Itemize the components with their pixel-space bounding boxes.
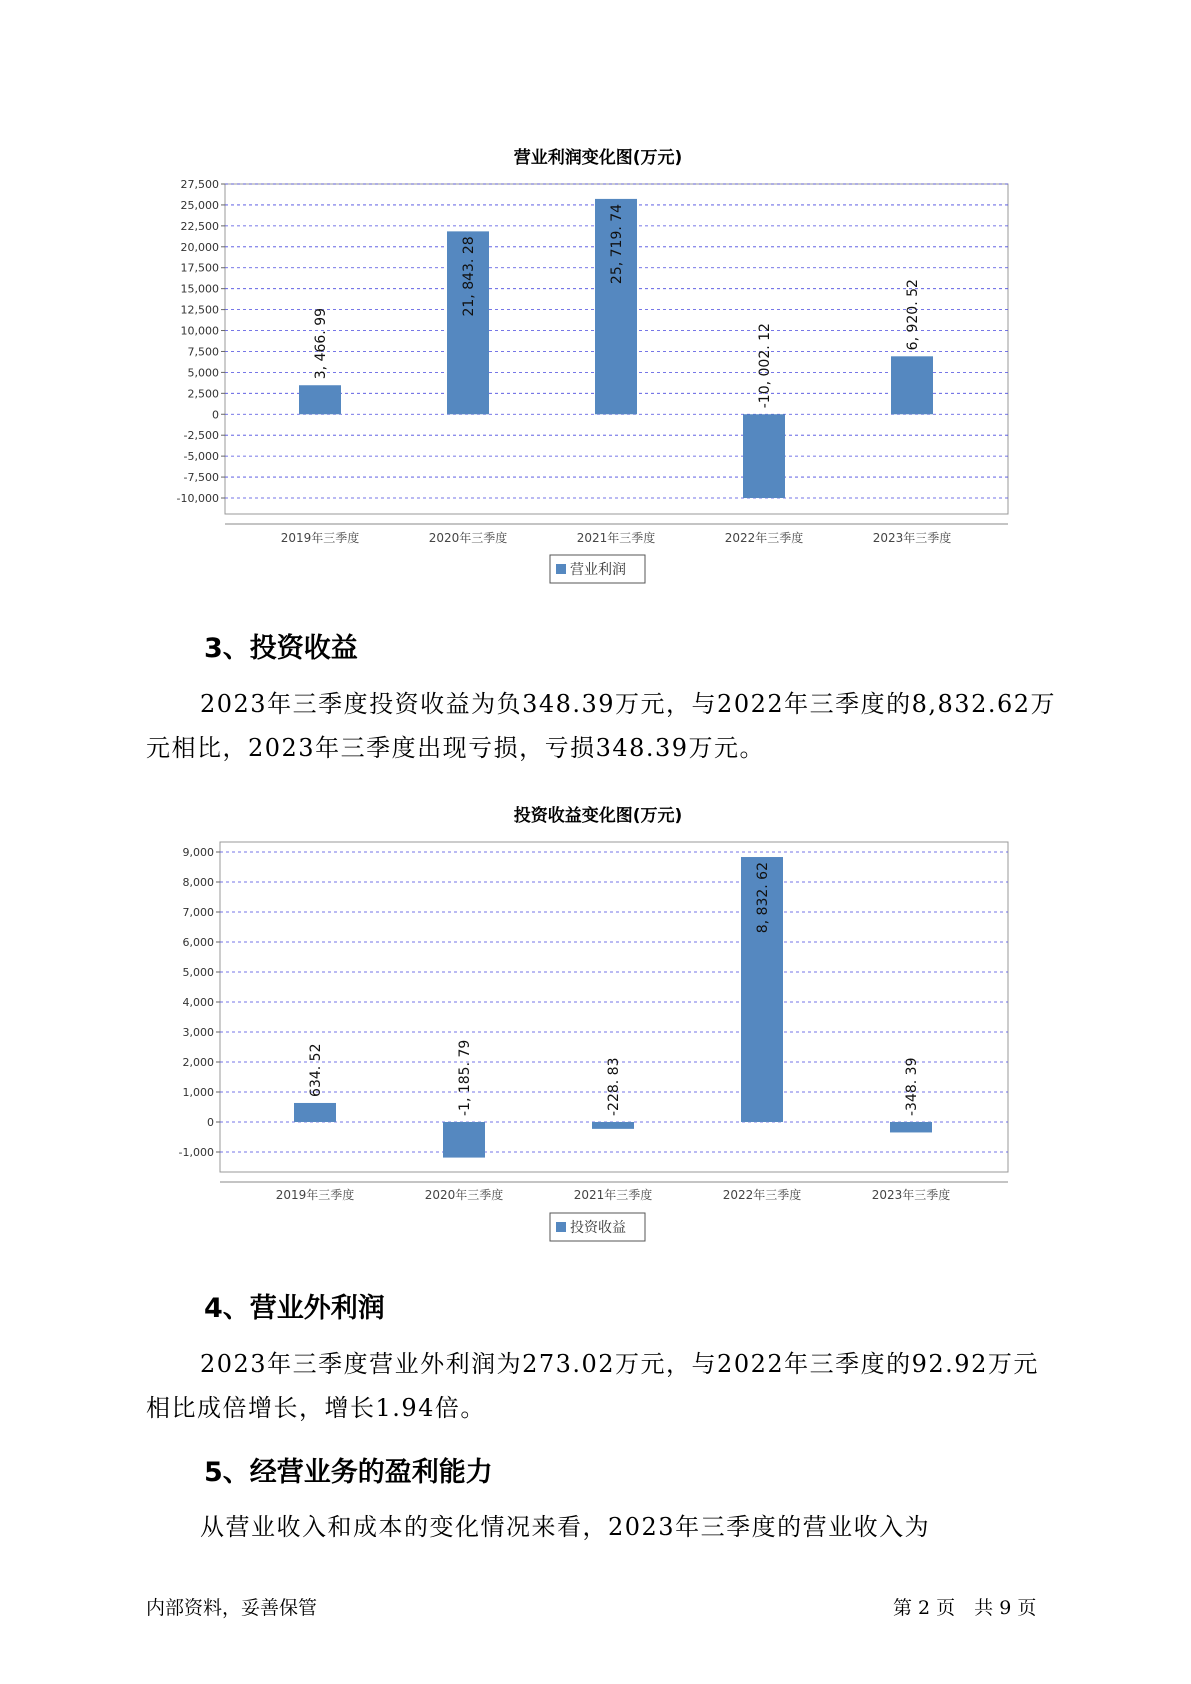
data-label: 21, 843. 28 — [461, 236, 477, 317]
category-label: 2023年三季度 — [871, 1188, 951, 1202]
category-label: 2023年三季度 — [872, 531, 952, 545]
y-tick-label: 2,500 — [187, 387, 219, 401]
footer-confidential-note: 内部资料，妥善保管 — [146, 1597, 318, 1619]
data-label: -228. 83 — [606, 1057, 622, 1116]
y-tick-label: 12,500 — [180, 303, 219, 317]
y-tick-label: 6,000 — [182, 936, 214, 949]
section-5-paragraph: 从营业收入和成本的变化情况来看，2023年三季度的营业收入为 — [200, 1513, 931, 1541]
y-tick-label: 7,000 — [182, 906, 214, 919]
y-tick-label: -7,500 — [183, 471, 219, 485]
chart-title: 营业利润变化图(万元) — [513, 148, 683, 168]
data-label: 25, 719. 74 — [609, 203, 625, 285]
legend-label: 投资收益 — [570, 1220, 626, 1236]
operating-profit-chart — [177, 147, 1008, 583]
bar — [592, 1122, 634, 1129]
section-3-paragraph: 2023年三季度投资收益为负348.39万元，与2022年三季度的8,832.62万元相比，2023年三季度出现亏损，亏损348.39万元。 — [146, 690, 1057, 762]
y-tick-label: 20,000 — [180, 240, 219, 254]
y-tick-label: -2,500 — [183, 429, 219, 443]
category-label: 2021年三季度 — [576, 531, 656, 545]
bar — [443, 1122, 485, 1158]
bar — [891, 356, 933, 414]
section-4-heading: 4、营业外利润 — [204, 1293, 385, 1324]
category-label: 2020年三季度 — [428, 531, 508, 545]
y-tick-label: 17,500 — [180, 261, 219, 275]
data-label: 8, 832. 62 — [755, 862, 771, 934]
y-tick-label: 0 — [207, 1116, 214, 1129]
y-tick-label: 4,000 — [182, 996, 214, 1009]
bar — [294, 1103, 336, 1122]
category-label: 2022年三季度 — [722, 1188, 802, 1202]
y-tick-label: 5,000 — [187, 366, 219, 380]
y-tick-label: 2,000 — [182, 1056, 214, 1069]
legend-swatch — [556, 1222, 566, 1232]
data-label: -348. 39 — [904, 1057, 920, 1116]
section-3-heading: 3、投资收益 — [204, 633, 358, 664]
y-tick-label: 9,000 — [182, 846, 214, 859]
y-tick-label: 0 — [212, 408, 219, 422]
category-label: 2019年三季度 — [275, 1188, 355, 1202]
y-tick-label: 1,000 — [182, 1086, 214, 1099]
category-label: 2022年三季度 — [724, 531, 804, 545]
y-tick-label: 22,500 — [180, 219, 219, 233]
footer-page-number: 第 2 页 共 9 页 — [893, 1597, 1037, 1619]
y-tick-label: 8,000 — [182, 876, 214, 889]
section-5-heading: 5、经营业务的盈利能力 — [204, 1457, 493, 1488]
section-4-paragraph: 2023年三季度营业外利润为273.02万元，与2022年三季度的92.92万元相比成倍增长，增长1.94倍。 — [146, 1350, 1039, 1422]
data-label: 3, 466. 99 — [313, 307, 329, 380]
y-tick-label: 15,000 — [180, 282, 219, 296]
bar — [890, 1122, 932, 1132]
y-tick-label: 27,500 — [180, 178, 219, 191]
y-tick-label: -5,000 — [183, 450, 219, 464]
data-label: -10, 002. 12 — [757, 323, 773, 409]
data-label: 634. 52 — [308, 1043, 324, 1097]
y-tick-label: 3,000 — [182, 1026, 214, 1039]
chart-title: 投资收益变化图(万元) — [513, 806, 683, 826]
investment-income-chart — [179, 805, 1008, 1241]
bar — [743, 414, 785, 498]
y-tick-label: 10,000 — [180, 324, 219, 338]
data-label: 6, 920. 52 — [905, 279, 921, 351]
y-tick-label: -10,000 — [176, 492, 219, 505]
y-tick-label: -1,000 — [178, 1146, 214, 1159]
legend-label: 营业利润 — [570, 562, 626, 578]
y-tick-label: 25,000 — [180, 198, 219, 212]
category-label: 2021年三季度 — [573, 1188, 653, 1202]
y-tick-label: 5,000 — [182, 966, 214, 979]
y-tick-label: 7,500 — [187, 345, 219, 359]
data-label: -1, 185. 79 — [457, 1039, 473, 1116]
category-label: 2019年三季度 — [280, 531, 360, 545]
legend-swatch — [556, 564, 566, 574]
bar — [299, 385, 341, 414]
category-label: 2020年三季度 — [424, 1188, 504, 1202]
